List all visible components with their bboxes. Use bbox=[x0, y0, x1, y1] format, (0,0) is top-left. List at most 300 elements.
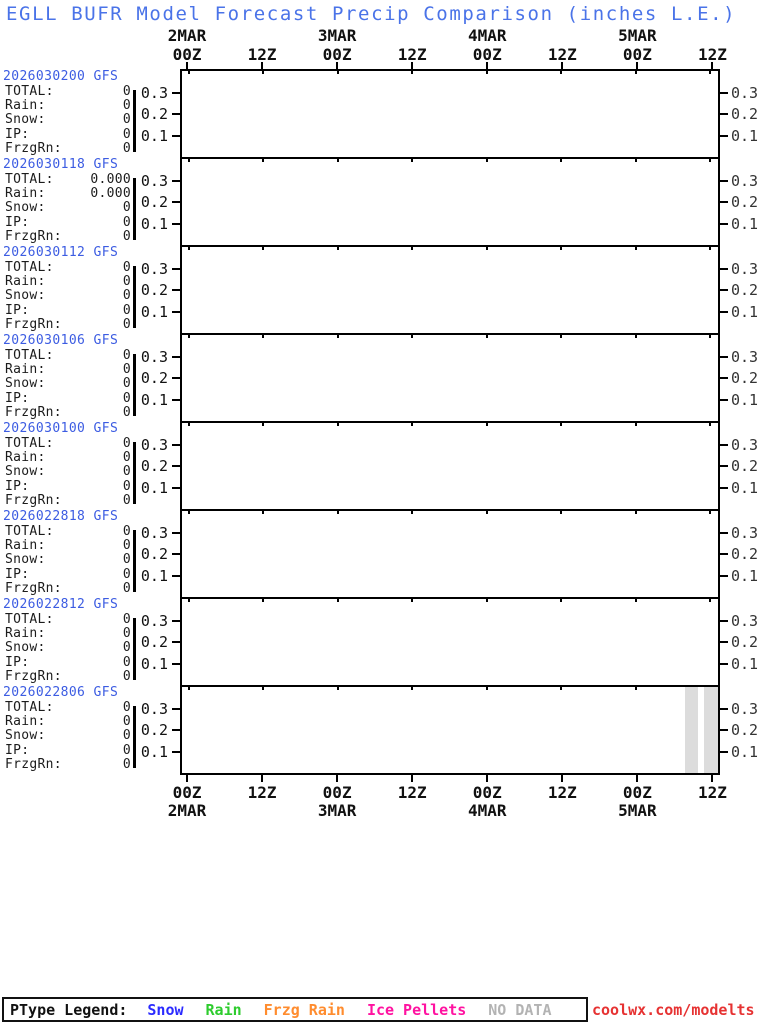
minor-tick bbox=[486, 159, 488, 162]
minor-tick bbox=[262, 335, 264, 338]
x-axis-tick bbox=[486, 775, 488, 782]
minor-tick bbox=[188, 511, 190, 514]
x-axis-hour-label: 12Z bbox=[547, 783, 577, 802]
legend-item-rain: Rain bbox=[205, 1000, 242, 1019]
stat-row bbox=[5, 669, 131, 683]
minor-tick bbox=[337, 247, 339, 250]
minor-tick bbox=[635, 511, 637, 514]
separator-bar bbox=[133, 618, 136, 680]
stat-value: 0 bbox=[122, 302, 131, 318]
panel-plot-area bbox=[140, 159, 759, 247]
stat-row bbox=[5, 200, 131, 214]
y-axis-label: 0.1 bbox=[140, 126, 168, 145]
legend-item-snow: Snow bbox=[147, 1000, 184, 1019]
stat-row bbox=[5, 84, 131, 98]
stat-value: 0 bbox=[122, 464, 131, 480]
model-run-label: 2026030118 GFS bbox=[3, 157, 119, 172]
y-axis-label: 0.3 bbox=[731, 699, 759, 718]
x-axis-date-label: 5MAR bbox=[618, 801, 657, 820]
stat-row bbox=[5, 700, 131, 714]
stat-value: 0 bbox=[122, 98, 131, 114]
y-axis-tick bbox=[720, 399, 728, 401]
precip-stats bbox=[5, 700, 131, 771]
x-axis-hour-label: 00Z bbox=[472, 45, 502, 64]
minor-tick bbox=[709, 423, 711, 426]
stat-label: FrzgRn: bbox=[5, 756, 62, 772]
stat-value: 0 bbox=[122, 668, 131, 684]
stat-row bbox=[5, 552, 131, 566]
y-axis-tick bbox=[720, 729, 728, 731]
minor-tick bbox=[635, 423, 637, 426]
stat-label: Snow: bbox=[5, 112, 46, 128]
y-axis-label: 0.1 bbox=[140, 566, 168, 585]
minor-tick bbox=[560, 687, 562, 690]
stat-label: TOTAL: bbox=[5, 84, 54, 99]
minor-tick bbox=[262, 247, 264, 250]
stat-row bbox=[5, 127, 131, 141]
x-axis-hour-label: 12Z bbox=[397, 783, 427, 802]
stat-label: Rain: bbox=[5, 362, 46, 378]
minor-tick bbox=[337, 511, 339, 514]
y-axis-label: 0.2 bbox=[731, 457, 759, 475]
x-axis-bottom bbox=[167, 775, 727, 825]
stat-label: TOTAL: bbox=[5, 172, 54, 187]
stat-row bbox=[5, 524, 131, 538]
x-axis-date-label: 3MAR bbox=[317, 801, 357, 820]
stat-row bbox=[5, 405, 131, 419]
stat-label: Rain: bbox=[5, 98, 46, 114]
stat-value: 0 bbox=[122, 654, 131, 670]
minor-tick bbox=[262, 599, 264, 602]
x-axis-hour-label: 12Z bbox=[697, 783, 727, 802]
x-axis-date-label: 3MAR bbox=[317, 26, 357, 45]
stat-label: Snow: bbox=[5, 728, 46, 744]
minor-tick bbox=[486, 335, 488, 338]
x-axis-hour-label: 00Z bbox=[172, 783, 202, 802]
y-axis-tick bbox=[720, 487, 728, 489]
y-axis-label: 0.2 bbox=[731, 105, 759, 123]
y-axis-label: 0.3 bbox=[731, 611, 759, 630]
y-axis-tick bbox=[720, 113, 728, 115]
stat-row bbox=[5, 274, 131, 288]
separator-bar bbox=[133, 706, 136, 768]
y-axis-label: 0.1 bbox=[140, 654, 168, 673]
y-axis-label: 0.3 bbox=[731, 347, 759, 366]
stat-row bbox=[5, 728, 131, 742]
minor-tick bbox=[337, 423, 339, 426]
stat-label: Snow: bbox=[5, 552, 46, 568]
y-axis-label: 0.2 bbox=[731, 721, 759, 739]
y-axis-label: 0.1 bbox=[731, 214, 759, 233]
minor-tick bbox=[337, 335, 339, 338]
stat-row bbox=[5, 581, 131, 595]
y-axis-label: 0.1 bbox=[140, 214, 168, 233]
legend-item-no_data_text: NO DATA bbox=[488, 1000, 552, 1019]
y-axis-label: 0.2 bbox=[140, 721, 168, 739]
stat-label: IP: bbox=[5, 566, 30, 582]
y-axis-tick bbox=[720, 465, 728, 467]
stat-row bbox=[5, 98, 131, 112]
y-axis-label: 0.2 bbox=[140, 369, 168, 387]
minor-tick bbox=[337, 687, 339, 690]
stat-label: Rain: bbox=[5, 626, 46, 642]
y-axis-label: 0.3 bbox=[140, 611, 168, 630]
y-axis-label: 0.2 bbox=[140, 457, 168, 475]
x-axis-hour-label: 12Z bbox=[697, 45, 727, 64]
x-axis-hour-label: 12Z bbox=[247, 45, 277, 64]
stat-label: Snow: bbox=[5, 376, 46, 392]
y-axis-tick bbox=[720, 444, 728, 446]
ptype-legend bbox=[2, 997, 588, 1022]
y-axis-label: 0.1 bbox=[731, 742, 759, 761]
stat-value: 0 bbox=[122, 742, 131, 758]
stat-value: 0 bbox=[122, 274, 131, 290]
stat-value: 0 bbox=[122, 478, 131, 494]
y-axis-tick bbox=[720, 92, 728, 94]
stat-row bbox=[5, 655, 131, 669]
y-axis-label: 0.3 bbox=[731, 171, 759, 190]
stat-row bbox=[5, 391, 131, 405]
minor-tick bbox=[188, 71, 190, 74]
minor-tick bbox=[411, 247, 413, 250]
minor-tick bbox=[560, 423, 562, 426]
y-axis-tick bbox=[720, 377, 728, 379]
stat-value: 0 bbox=[122, 200, 131, 216]
stat-row bbox=[5, 112, 131, 126]
stat-label: IP: bbox=[5, 302, 30, 318]
stat-label: Snow: bbox=[5, 464, 46, 480]
y-axis-tick bbox=[720, 641, 728, 643]
x-axis-hour-label: 12Z bbox=[547, 45, 577, 64]
y-axis-tick bbox=[720, 289, 728, 291]
stat-row bbox=[5, 229, 131, 243]
minor-tick bbox=[411, 687, 413, 690]
stat-row bbox=[5, 303, 131, 317]
y-axis-label: 0.2 bbox=[731, 193, 759, 211]
panel-plot-area bbox=[140, 599, 759, 687]
stat-label: Rain: bbox=[5, 450, 46, 466]
minor-tick bbox=[411, 159, 413, 162]
x-axis-tick bbox=[336, 775, 338, 782]
model-run-label: 2026030112 GFS bbox=[3, 245, 119, 260]
y-axis-label: 0.3 bbox=[140, 523, 168, 542]
minor-tick bbox=[486, 687, 488, 690]
y-axis-tick bbox=[720, 620, 728, 622]
y-axis-label: 0.2 bbox=[731, 281, 759, 299]
minor-tick bbox=[411, 423, 413, 426]
stat-value: 0 bbox=[122, 288, 131, 304]
stat-value: 0 bbox=[122, 538, 131, 554]
y-axis-tick bbox=[720, 135, 728, 137]
panel-meta bbox=[0, 71, 180, 157]
chart-title: EGLL BUFR Model Forecast Precip Comparison (inches L.E.) bbox=[6, 3, 737, 25]
stat-label: IP: bbox=[5, 390, 30, 406]
stat-label: TOTAL: bbox=[5, 700, 54, 715]
minor-tick bbox=[411, 71, 413, 74]
y-axis-tick bbox=[720, 751, 728, 753]
minor-tick bbox=[709, 159, 711, 162]
y-axis-label: 0.3 bbox=[140, 435, 168, 454]
x-axis-hour-label: 00Z bbox=[622, 45, 652, 64]
stat-row bbox=[5, 714, 131, 728]
stat-value: 0 bbox=[122, 84, 131, 99]
x-axis-date-label: 2MAR bbox=[167, 26, 207, 45]
panel-plot-area bbox=[140, 687, 759, 773]
stat-row bbox=[5, 288, 131, 302]
y-axis-label: 0.1 bbox=[731, 478, 759, 497]
stat-value: 0 bbox=[122, 450, 131, 466]
stat-value: 0 bbox=[122, 126, 131, 142]
x-axis-date-label: 4MAR bbox=[467, 26, 507, 45]
minor-tick bbox=[337, 159, 339, 162]
stat-value: 0 bbox=[122, 436, 131, 451]
minor-tick bbox=[337, 599, 339, 602]
stat-value: 0 bbox=[122, 140, 131, 156]
stat-value: 0 bbox=[122, 580, 131, 596]
x-axis-tick bbox=[636, 775, 638, 782]
stat-value: 0 bbox=[122, 700, 131, 715]
minor-tick bbox=[188, 335, 190, 338]
minor-tick bbox=[635, 71, 637, 74]
stat-value: 0.000 bbox=[90, 186, 131, 202]
x-axis-hour-label: 00Z bbox=[322, 45, 352, 64]
panel-meta bbox=[0, 687, 180, 773]
stat-row bbox=[5, 362, 131, 376]
minor-tick bbox=[635, 159, 637, 162]
y-axis-label: 0.1 bbox=[140, 302, 168, 321]
minor-tick bbox=[262, 511, 264, 514]
y-axis-label: 0.3 bbox=[140, 259, 168, 278]
y-axis-label: 0.3 bbox=[731, 83, 759, 102]
minor-tick bbox=[709, 511, 711, 514]
stat-value: 0 bbox=[122, 552, 131, 568]
model-run-label: 2026022812 GFS bbox=[3, 597, 119, 612]
minor-tick bbox=[560, 511, 562, 514]
stat-value: 0 bbox=[122, 376, 131, 392]
stat-label: TOTAL: bbox=[5, 260, 54, 275]
stat-row bbox=[5, 464, 131, 478]
minor-tick bbox=[262, 159, 264, 162]
y-axis-tick bbox=[720, 311, 728, 313]
minor-tick bbox=[262, 71, 264, 74]
stat-row bbox=[5, 640, 131, 654]
separator-bar bbox=[133, 90, 136, 152]
stat-label: IP: bbox=[5, 654, 30, 670]
precip-stats bbox=[5, 84, 131, 155]
minor-tick bbox=[560, 247, 562, 250]
y-axis-tick bbox=[720, 575, 728, 577]
stat-row bbox=[5, 376, 131, 390]
stat-value: 0 bbox=[122, 728, 131, 744]
y-axis-label: 0.2 bbox=[731, 633, 759, 651]
minor-tick bbox=[188, 687, 190, 690]
stat-label: FrzgRn: bbox=[5, 668, 62, 684]
minor-tick bbox=[262, 687, 264, 690]
y-axis-tick bbox=[720, 268, 728, 270]
x-axis-hour-label: 12Z bbox=[397, 45, 427, 64]
panel-plot-area bbox=[140, 511, 759, 599]
minor-tick bbox=[411, 599, 413, 602]
y-axis-tick bbox=[720, 553, 728, 555]
y-axis-tick bbox=[720, 201, 728, 203]
separator-bar bbox=[133, 178, 136, 240]
stat-label: IP: bbox=[5, 742, 30, 758]
minor-tick bbox=[188, 247, 190, 250]
minor-tick bbox=[486, 511, 488, 514]
stat-row bbox=[5, 348, 131, 362]
minor-tick bbox=[560, 335, 562, 338]
stat-row bbox=[5, 172, 131, 186]
x-axis-date-label: 5MAR bbox=[618, 26, 657, 45]
separator-bar bbox=[133, 266, 136, 328]
stat-row bbox=[5, 186, 131, 200]
minor-tick bbox=[709, 599, 711, 602]
stat-label: TOTAL: bbox=[5, 348, 54, 363]
stat-value: 0 bbox=[122, 228, 131, 244]
stat-row bbox=[5, 743, 131, 757]
y-axis-label: 0.2 bbox=[731, 369, 759, 387]
stat-value: 0 bbox=[122, 640, 131, 656]
minor-tick bbox=[486, 71, 488, 74]
model-run-label: 2026030100 GFS bbox=[3, 421, 119, 436]
separator-bar bbox=[133, 530, 136, 592]
stat-row bbox=[5, 436, 131, 450]
x-axis-hour-label: 12Z bbox=[247, 783, 277, 802]
stat-row bbox=[5, 141, 131, 155]
model-run-label: 2026030200 GFS bbox=[3, 69, 119, 84]
stat-label: FrzgRn: bbox=[5, 140, 62, 156]
x-axis-tick bbox=[261, 775, 263, 782]
legend-title: PType Legend: bbox=[10, 1000, 128, 1019]
minor-tick bbox=[188, 159, 190, 162]
stat-value: 0 bbox=[122, 362, 131, 378]
y-axis-label: 0.2 bbox=[140, 545, 168, 563]
x-axis-tick bbox=[711, 775, 713, 782]
stat-value: 0 bbox=[122, 524, 131, 539]
legend-item-frzg_rain: Frzg Rain bbox=[263, 1000, 345, 1019]
y-axis-label: 0.3 bbox=[140, 699, 168, 718]
panel-plot-area bbox=[140, 423, 759, 511]
y-axis-tick bbox=[720, 356, 728, 358]
stat-value: 0 bbox=[122, 612, 131, 627]
stat-value: 0 bbox=[122, 390, 131, 406]
x-axis-hour-label: 00Z bbox=[172, 45, 202, 64]
stat-value: 0 bbox=[122, 566, 131, 582]
y-axis-tick bbox=[720, 223, 728, 225]
stat-row bbox=[5, 317, 131, 331]
stat-row bbox=[5, 450, 131, 464]
y-axis-label: 0.3 bbox=[140, 83, 168, 102]
stat-row bbox=[5, 538, 131, 552]
stat-label: TOTAL: bbox=[5, 436, 54, 451]
y-axis-label: 0.2 bbox=[140, 193, 168, 211]
stat-label: Snow: bbox=[5, 640, 46, 656]
stat-label: IP: bbox=[5, 214, 30, 230]
separator-bar bbox=[133, 354, 136, 416]
minor-tick bbox=[486, 423, 488, 426]
separator-bar bbox=[133, 442, 136, 504]
precip-stats bbox=[5, 436, 131, 507]
panel-meta bbox=[0, 511, 180, 597]
y-axis-label: 0.3 bbox=[731, 259, 759, 278]
minor-tick bbox=[188, 599, 190, 602]
stat-label: Rain: bbox=[5, 274, 46, 290]
panel-meta bbox=[0, 159, 180, 245]
stat-label: TOTAL: bbox=[5, 524, 54, 539]
panel-meta bbox=[0, 247, 180, 333]
y-axis-label: 0.2 bbox=[140, 105, 168, 123]
minor-tick bbox=[635, 247, 637, 250]
stat-label: IP: bbox=[5, 126, 30, 142]
y-axis-label: 0.3 bbox=[731, 523, 759, 542]
stat-label: TOTAL: bbox=[5, 612, 54, 627]
stat-value: 0 bbox=[122, 348, 131, 363]
stat-value: 0 bbox=[122, 492, 131, 508]
y-axis-tick bbox=[720, 708, 728, 710]
y-axis-label: 0.1 bbox=[140, 390, 168, 409]
y-axis-label: 0.3 bbox=[731, 435, 759, 454]
x-axis-top bbox=[167, 0, 727, 69]
legend-item-ice_pellets: Ice Pellets bbox=[366, 1000, 467, 1019]
stat-row bbox=[5, 567, 131, 581]
x-axis-hour-label: 00Z bbox=[622, 783, 652, 802]
minor-tick bbox=[635, 335, 637, 338]
minor-tick bbox=[337, 71, 339, 74]
panel-plot-area bbox=[140, 71, 759, 159]
model-run-label: 2026030106 GFS bbox=[3, 333, 119, 348]
minor-tick bbox=[560, 71, 562, 74]
y-axis-label: 0.1 bbox=[731, 390, 759, 409]
stat-value: 0 bbox=[122, 214, 131, 230]
x-axis-tick bbox=[561, 775, 563, 782]
precip-stats bbox=[5, 348, 131, 419]
x-axis-date-label: 4MAR bbox=[467, 801, 507, 820]
minor-tick bbox=[560, 159, 562, 162]
minor-tick bbox=[560, 599, 562, 602]
site-link[interactable]: coolwx.com/modelts bbox=[592, 1001, 755, 1019]
panel-meta bbox=[0, 335, 180, 421]
y-axis-label: 0.1 bbox=[140, 478, 168, 497]
y-axis-label: 0.1 bbox=[731, 126, 759, 145]
panel-plot-area bbox=[140, 335, 759, 423]
stat-label: FrzgRn: bbox=[5, 580, 62, 596]
panel-plot-area bbox=[140, 247, 759, 335]
minor-tick bbox=[411, 335, 413, 338]
y-axis-tick bbox=[720, 663, 728, 665]
stat-row bbox=[5, 626, 131, 640]
stat-label: FrzgRn: bbox=[5, 228, 62, 244]
stat-label: Rain: bbox=[5, 186, 46, 202]
stat-label: FrzgRn: bbox=[5, 316, 62, 332]
y-axis-label: 0.3 bbox=[140, 347, 168, 366]
stat-value: 0 bbox=[122, 626, 131, 642]
y-axis-label: 0.1 bbox=[731, 654, 759, 673]
minor-tick bbox=[635, 687, 637, 690]
stat-value: 0 bbox=[122, 714, 131, 730]
panel-meta bbox=[0, 423, 180, 509]
y-axis-label: 0.2 bbox=[140, 281, 168, 299]
minor-tick bbox=[709, 71, 711, 74]
no-data-shading bbox=[704, 687, 718, 773]
stat-label: Rain: bbox=[5, 714, 46, 730]
y-axis-label: 0.2 bbox=[731, 545, 759, 563]
stat-label: Snow: bbox=[5, 200, 46, 216]
no-data-shading bbox=[685, 687, 698, 773]
precip-stats bbox=[5, 524, 131, 595]
minor-tick bbox=[635, 599, 637, 602]
plot-grid bbox=[140, 69, 759, 775]
y-axis-label: 0.3 bbox=[140, 171, 168, 190]
